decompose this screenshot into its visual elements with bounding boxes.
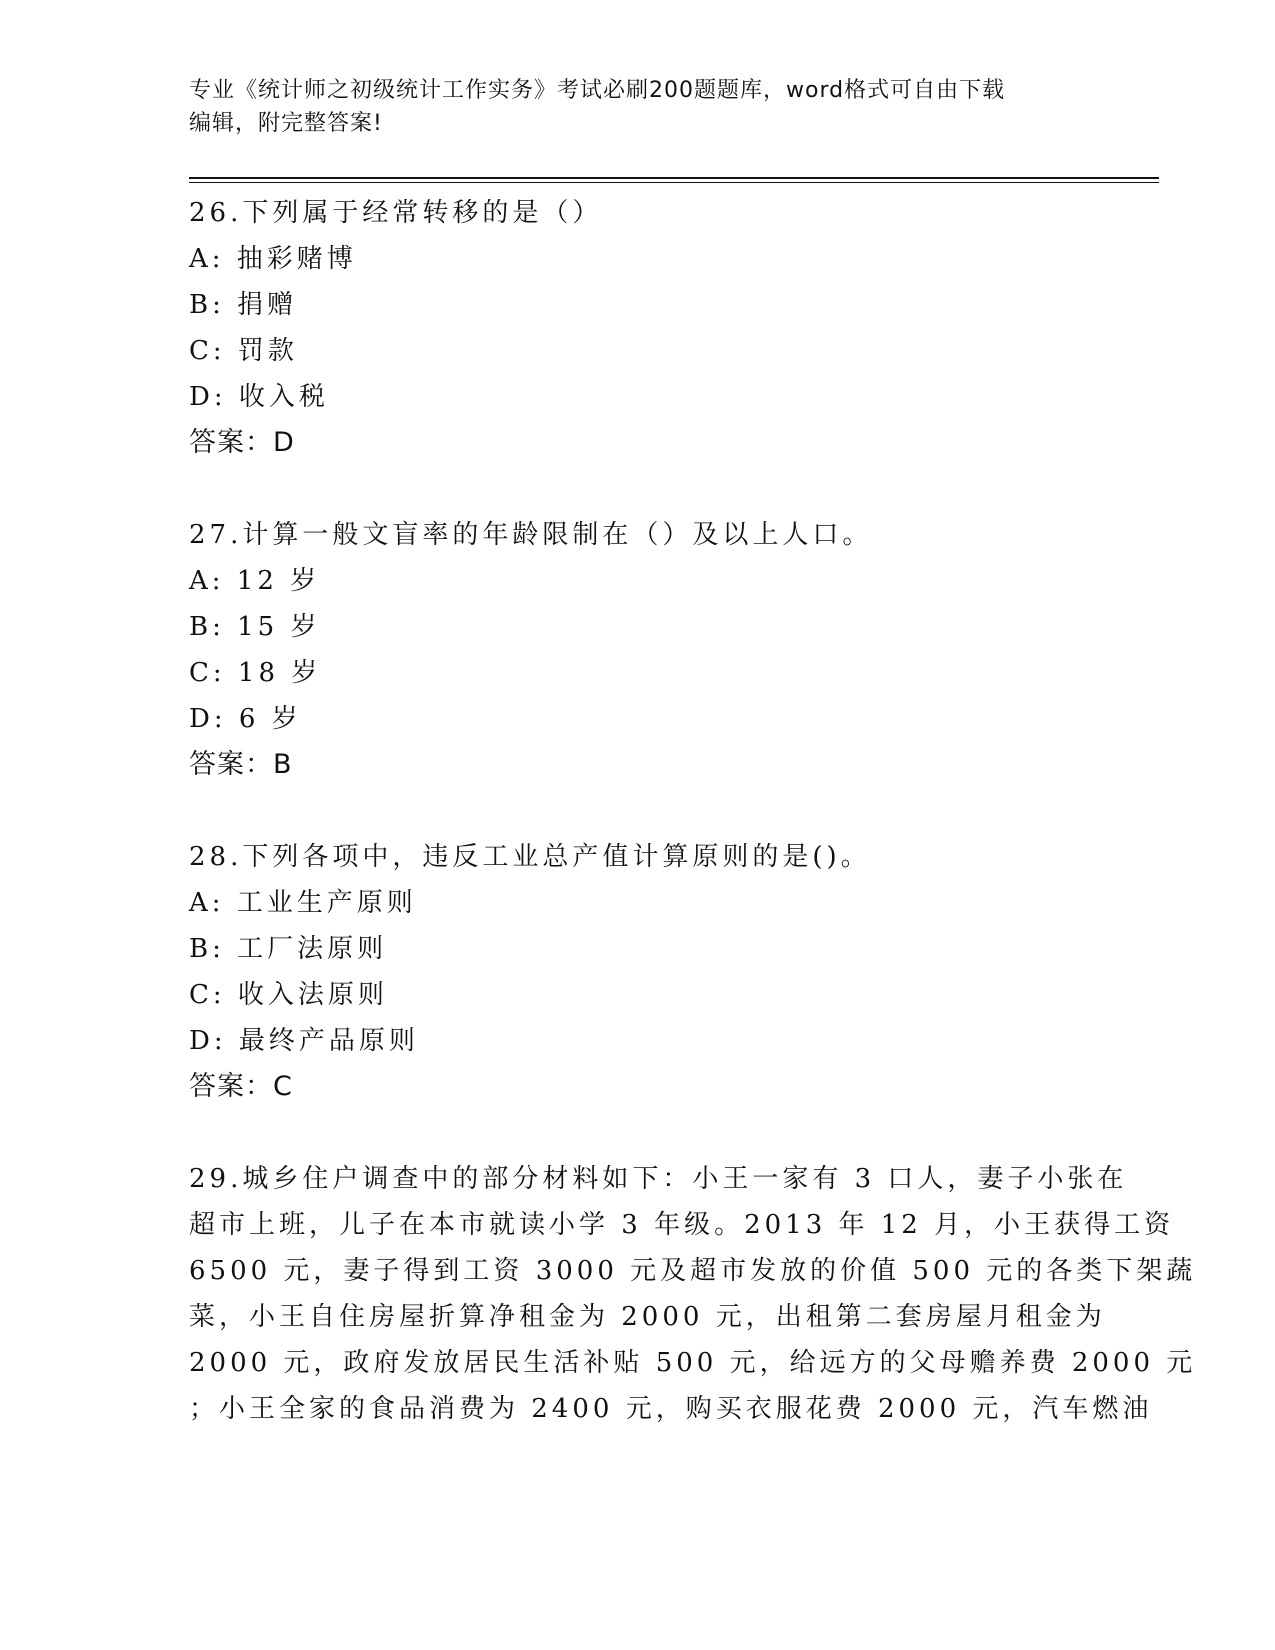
answer: 答案：C: [189, 1071, 293, 1102]
question-26: [189, 190, 1089, 466]
answer: 答案：D: [189, 427, 295, 458]
question-stem: 27.计算一般文盲率的年龄限制在（）及以上人口。: [189, 520, 873, 550]
question-29-line-6: ；小王全家的食品消费为 2400 元，购买衣服花费 2000 元，汽车燃油: [189, 1394, 1153, 1424]
option-c: C: 收入法原则: [189, 980, 388, 1010]
question-29-line-4: 菜，小王自住房屋折算净租金为 2000 元，出租第二套房屋月租金为: [189, 1302, 1106, 1332]
spacer: [189, 1110, 1089, 1156]
question-29-line-5: 2000 元，政府发放居民生活补贴 500 元，给远方的父母赡养费 2000 元: [189, 1348, 1197, 1378]
option-a: A: 12 岁: [189, 566, 321, 596]
document-header: [189, 74, 1069, 140]
question-stem: 28.下列各项中，违反工业总产值计算原则的是()。: [189, 842, 871, 872]
spacer: [189, 788, 1089, 834]
question-list: [189, 190, 1197, 1432]
header-line-1: 专业《统计师之初级统计工作实务》考试必刷200题题库，word格式可自由下载: [189, 78, 1006, 103]
question-29-line-2: 超市上班，儿子在本市就读小学 3 年级。2013 年 12 月，小王获得工资: [189, 1210, 1175, 1240]
header-divider-thick: [189, 177, 1159, 179]
option-d: D: 6 岁: [189, 704, 302, 734]
spacer: [189, 466, 1089, 512]
question-29-line-1: 29.城乡住户调查中的部分材料如下：小王一家有 3 口人，妻子小张在: [189, 1164, 1128, 1194]
option-b: B: 捐赠: [189, 290, 298, 320]
question-27: [189, 512, 1089, 788]
option-b: B: 15 岁: [189, 612, 321, 642]
option-d: D: 收入税: [189, 382, 329, 412]
option-a: A: 抽彩赌博: [189, 244, 357, 274]
option-b: B: 工厂法原则: [189, 934, 388, 964]
question-29: [189, 1156, 1197, 1432]
answer: 答案：B: [189, 749, 293, 780]
question-28: [189, 834, 1089, 1110]
question-stem: 26.下列属于经常转移的是（）: [189, 198, 603, 228]
option-d: D: 最终产品原则: [189, 1026, 419, 1056]
header-divider-thin: [189, 182, 1159, 183]
option-c: C: 18 岁: [189, 658, 322, 688]
option-c: C: 罚款: [189, 336, 298, 366]
question-29-line-3: 6500 元，妻子得到工资 3000 元及超市发放的价值 500 元的各类下架蔬: [189, 1256, 1197, 1286]
option-a: A: 工业生产原则: [189, 888, 417, 918]
header-line-2: 编辑，附完整答案!: [189, 111, 383, 136]
